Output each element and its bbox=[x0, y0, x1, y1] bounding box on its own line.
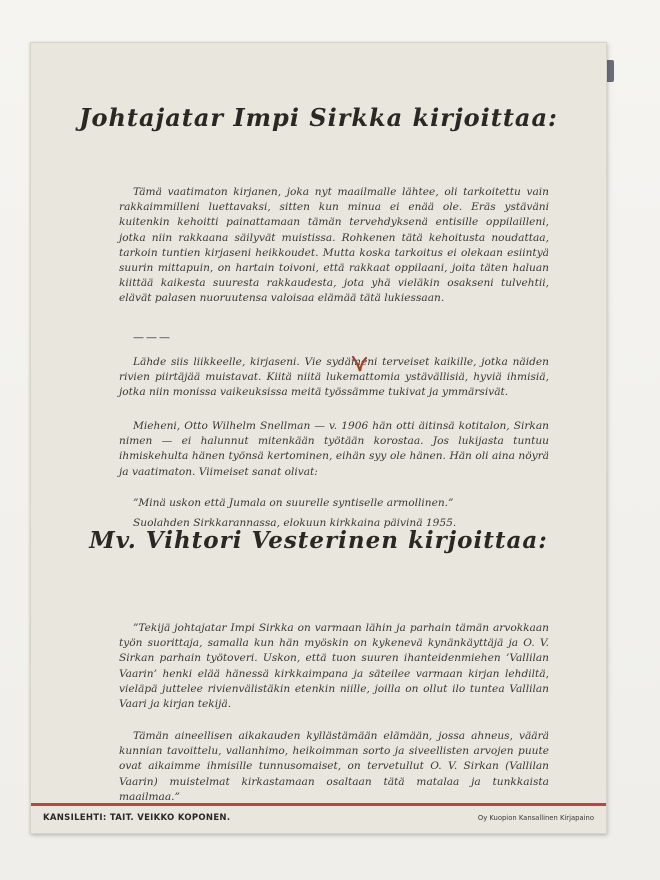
section2-paragraph2: Tämän aineellisen aikakauden kyllästämään elämään, jossa ahneus, väärä kunnian tavoittelu, vallanhimo, heikoimman sorto ja siveellisten arvojen puute ovat aikaimme ihmisille tunnusomaiset, on tervetullut O. V. Sirkan (Vallilan Vaarin) muistelmat kirkastamaan osaltaan tätä matalaa ja tunkkaista maailmaa.” bbox=[119, 730, 549, 803]
section-dash: ——— bbox=[133, 331, 172, 344]
section1-paragraph3: Mieheni, Otto Wilhelm Snellman — v. 1906 hän otti äitinsä kotitalon, Sirkan nimen — ei halunnut mitenkään työtään korostaa. Jos lukijasta tuntuu ihmiskehulta hänen työnsä kertominen, eihän syy ole hänen. Hän oli aina nöyrä ja vaatimaton. Viimeiset sanat olivat: bbox=[119, 420, 549, 478]
section1-quote: ”Minä uskon että Jumala on suurelle syntiselle armollinen.” bbox=[133, 497, 454, 509]
section1-paragraph1: Tämä vaatimaton kirjanen, joka nyt maailmalle lähtee, oli tarkoitettu vain rakkaimmilleni luettavaksi, sitten kun minua ei enää ole. Eräs ystäväni kuitenkin kehoitti painattamaan tämän tervehdyksenä entisille oppilailleni, jotka niin rakkaana säilyvät muistissa. Rohkenen tätä kehoitusta noudattaa, tarkoin tuntien kirjaseni heikkoudet. Mutta koska tarkoitus ei olekaan esiintyä suurin mittapuin, on hartain toivoni, että rakkaat oppilaani, joita täten haluan kiittää kaikesta suuresta rakkaudesta, jota yhä vieläkin osakseni tulvehtii, elävät palasen nuoruutensa valoisaa elämää tätä lukiessaan. bbox=[119, 186, 549, 305]
section1-heading: Johtajatar Impi Sirkka kirjoittaa: bbox=[79, 103, 558, 132]
cover-credit: KANSILEHTI: TAIT. VEIKKO KOPONEN. bbox=[43, 813, 231, 823]
section2-paragraph1: ”Tekijä johtajatar Impi Sirkka on varmaan lähin ja parhain tämän arvokkaan työn suorittaja, samalla kun hän myöskin on kykenevä kynänkäyttäjä ja O. V. Sirkan parhain työtoveri. Uskon, että tuon suuren ihanteidenmiehen ’Vallilan Vaarin’ henki elää hänessä kirkkaimpana ja säteilee varmaan kirjan lehdiltä, vieläpä juttelee rivienvälistäkin etenkin niille, joilla on ollut ilo tuntea Vallilan Vaari ja kirjan tekijä. bbox=[119, 622, 549, 711]
section1-place-date: Suolahden Sirkkarannassa, elokuun kirkkaina päivinä 1955. bbox=[133, 517, 457, 529]
section2-heading: Mv. Vihtori Vesterinen kirjoittaa: bbox=[89, 527, 548, 554]
book-back-cover bbox=[30, 42, 607, 834]
section1-paragraph2: Lähde siis liikkeelle, kirjaseni. Vie sydämeni terveiset kaikille, jotka näiden rivien piirtäjää muistavat. Kiitä niitä lukemattomia ystävällisiä, hyviä ihmisiä, jotka niin monissa vaikeuksissa meitä työssämme tukivat ja ymmärsivät. bbox=[119, 356, 549, 399]
printer-credit: Oy Kuopion Kansallinen Kirjapaino bbox=[477, 814, 594, 822]
footer-rule bbox=[31, 803, 606, 806]
ink-mark-icon bbox=[351, 355, 367, 373]
